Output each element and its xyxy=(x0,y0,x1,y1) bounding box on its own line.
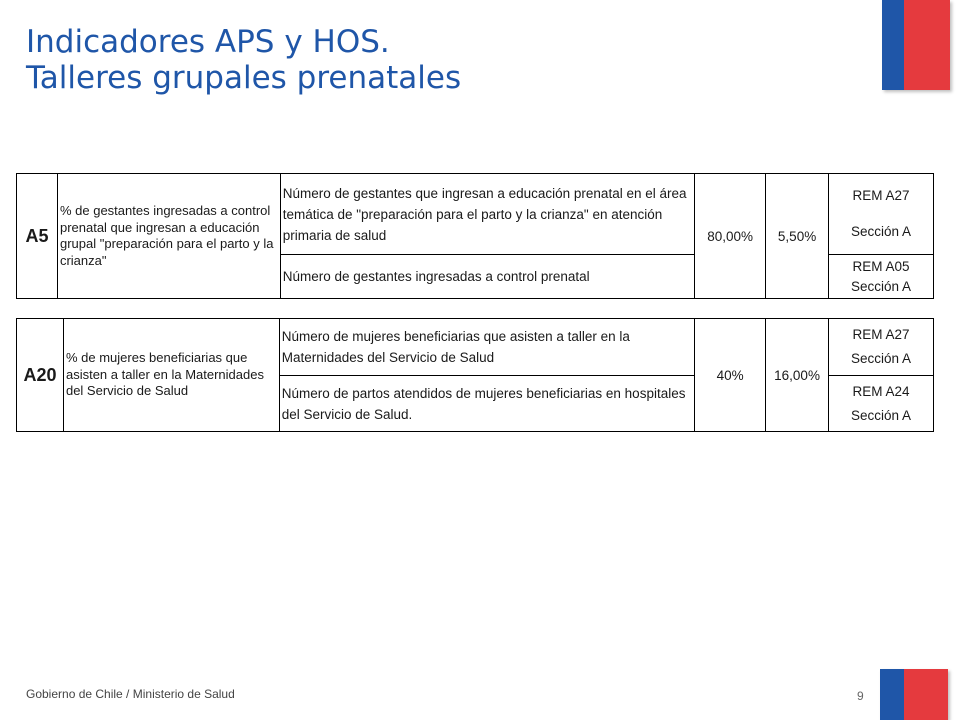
title-line-2: Talleres grupales prenatales xyxy=(26,60,462,96)
source-denominator-rem: REM A05 xyxy=(852,258,910,274)
indicator-numerator: Número de gestantes que ingresan a educación prenatal en el área temática de "preparación para el parto y la crianza" en atención primaria de salud xyxy=(280,174,694,255)
footer-text: Gobierno de Chile / Ministerio de Salud xyxy=(26,687,235,701)
indicator-goal: 40% xyxy=(695,319,766,432)
indicator-numerator: Número de mujeres beneficiarias que asisten a taller en la Maternidades del Servicio de Salud xyxy=(279,319,694,376)
source-denominator xyxy=(829,376,934,432)
indicator-description: % de gestantes ingresadas a control prenatal que ingresan a educación grupal "preparación para el parto y la crianza" xyxy=(57,174,280,299)
source-denominator-rem: REM A24 xyxy=(852,383,910,399)
indicator-goal: 80,00% xyxy=(695,174,766,299)
source-numerator-section: Sección A xyxy=(851,224,912,239)
indicator-description: % de mujeres beneficiarias que asisten a taller en la Maternidades del Servicio de Salud xyxy=(63,319,279,432)
flag-blue-stripe xyxy=(882,0,904,90)
source-numerator xyxy=(829,319,934,376)
indicator-table-a5 xyxy=(16,173,934,299)
indicator-baseline: 5,50% xyxy=(766,174,829,299)
source-denominator-section: Sección A xyxy=(851,278,912,294)
table-row xyxy=(17,174,934,255)
page-number: 9 xyxy=(857,689,864,703)
flag-blue-stripe xyxy=(880,669,904,720)
table-row xyxy=(17,319,934,376)
indicator-code: A20 xyxy=(17,319,64,432)
title-line-1: Indicadores APS y HOS. xyxy=(26,24,390,60)
indicator-baseline: 16,00% xyxy=(766,319,829,432)
flag-logo-top xyxy=(882,0,950,90)
indicator-denominator: Número de gestantes ingresadas a control prenatal xyxy=(280,255,694,299)
page-title xyxy=(26,24,461,96)
indicator-code: A5 xyxy=(17,174,58,299)
source-numerator xyxy=(829,174,934,255)
source-denominator-section: Sección A xyxy=(851,407,912,423)
flag-red-stripe xyxy=(904,669,948,720)
source-numerator-section: Sección A xyxy=(851,351,912,366)
source-numerator-rem: REM A27 xyxy=(852,327,910,342)
source-numerator-rem: REM A27 xyxy=(852,188,910,203)
indicator-table-a20 xyxy=(16,318,934,432)
flag-red-stripe xyxy=(904,0,950,90)
indicator-denominator: Número de partos atendidos de mujeres beneficiarias en hospitales del Servicio de Salud. xyxy=(279,376,694,432)
source-denominator xyxy=(829,255,934,299)
flag-logo-bottom xyxy=(880,669,948,720)
